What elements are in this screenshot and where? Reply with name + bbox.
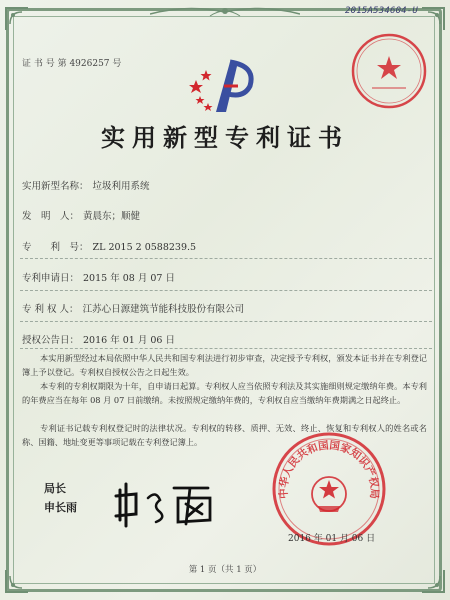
field-label: 实用新型名称：: [22, 181, 89, 192]
handwritten-reference: 2015A534604-U: [345, 6, 419, 16]
seal-text: 中华人民共和国国家知识产权局: [277, 439, 381, 500]
field-value: 黄晨东；顺健: [83, 211, 141, 222]
top-ornament-icon: [150, 2, 300, 20]
divider: [20, 258, 432, 259]
corner-ornament-icon: [420, 6, 446, 32]
field-value: 江苏心日源建筑节能科技股份有限公司: [82, 304, 245, 315]
patent-office-emblem-icon: [186, 56, 258, 118]
body-paragraph: 本实用新型经过本局依照中华人民共和国专利法进行初步审查，决定授予专利权，颁发本证书并在专利登记簿上予以登记。专利权自授权公告之日起生效。: [22, 353, 427, 377]
field-value: ZL 2015 2 0588239.5: [92, 242, 197, 253]
certificate-title: 实用新型专利证书: [101, 123, 349, 152]
divider: [20, 348, 432, 349]
divider: [20, 290, 432, 291]
agency-seal-top: [350, 32, 428, 110]
handwritten-signature: [112, 480, 222, 530]
certificate-number: 证 书 号 第 4926257 号: [22, 59, 122, 69]
field-label: 专利申请日：: [22, 273, 80, 284]
field-label: 发 明 人：: [22, 211, 80, 222]
issue-date: 2016 年 01 月 06 日: [288, 534, 376, 544]
field-value: 2015 年 08 月 07 日: [83, 273, 175, 284]
field-value: 垃圾利用系统: [92, 181, 150, 192]
field-patentee: [22, 301, 244, 315]
corner-ornament-icon: [4, 6, 30, 32]
field-grant-date: [22, 332, 175, 346]
field-label: 授权公告日：: [22, 335, 80, 346]
field-label: 专 利 权 人：: [22, 304, 79, 315]
field-patent-number: [22, 239, 196, 253]
field-application-date: [22, 270, 175, 284]
signature-block: [44, 480, 77, 515]
field-inventor: [22, 208, 140, 222]
field-utility-model-name: [22, 178, 150, 192]
body-paragraph: 本专利的专利权期限为十年，自申请日起算。专利权人应当依照专利法及其实施细则规定缴纳年费。本专利的年费应当在每年 08 月 07 日前缴纳。未按照规定缴纳年费的，专利权自应当缴纳年费期满之日起终止。: [22, 381, 427, 405]
signatory-name: 申长雨: [44, 501, 77, 514]
divider: [20, 321, 432, 322]
body-paragraph: 专利证书记载专利权登记时的法律状况。专利权的转移、质押、无效、终止、恢复和专利权人的姓名或名称、国籍、地址变更等事项记载在专利登记簿上。: [22, 423, 427, 447]
page-number: 第 1 页（共 1 页）: [188, 565, 262, 575]
field-value: 2016 年 01 月 06 日: [83, 335, 175, 346]
field-label: 专 利 号：: [22, 242, 89, 253]
signatory-title: 局长: [44, 482, 66, 495]
